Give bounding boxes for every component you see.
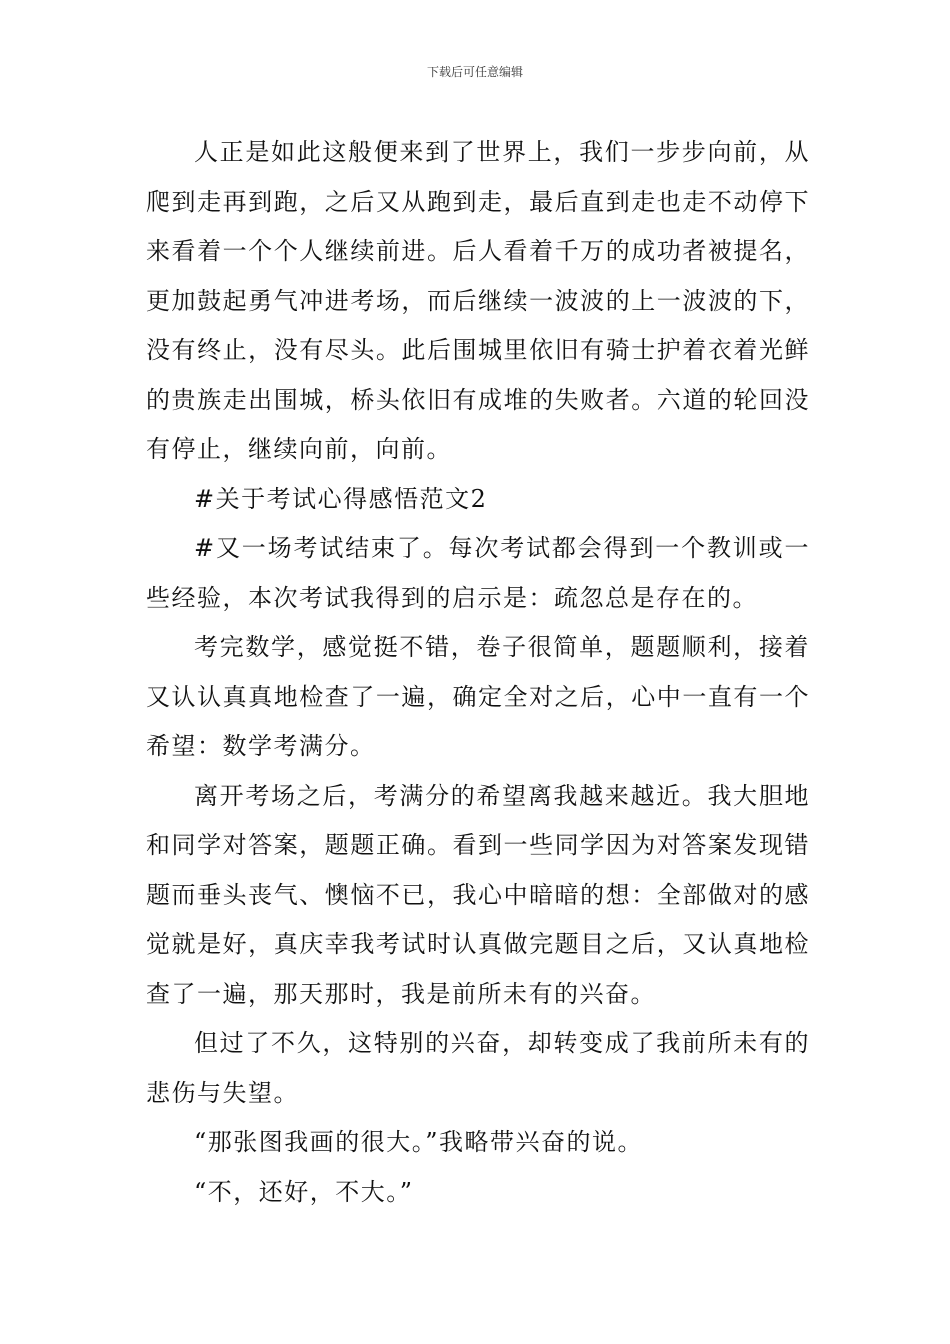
section-heading: #关于考试心得感悟范文2 — [194, 484, 488, 513]
paragraph-3: 考完数学，感觉挺不错，卷子很简单，题题顺利，接着又认认真真地检查了一遍，确定全对之后，心中一直有一个希望：数学考满分。 — [146, 633, 810, 760]
paragraph-1: 人正是如此这般便来到了世界上，我们一步步向前，从爬到走再到跑，之后又从跑到走，最后直到走也走不动停下来看着一个个人继续前进。后人看着千万的成功者被提名，更加鼓起勇气冲进考场，而后继续一波波的上一波波的下，没有终止，没有尽头。此后围城里依旧有骑士护着衣着光鲜的贵族走出围城，桥头依旧有成堆的失败者。六道的轮回没有停止，继续向前，向前。 — [146, 138, 810, 463]
paragraph-4: 离开考场之后，考满分的希望离我越来越近。我大胆地和同学对答案，题题正确。看到一些同学因为对答案发现错题而垂头丧气、懊恼不已，我心中暗暗的想：全部做对的感觉就是好，真庆幸我考试时认真做完题目之后，又认真地检查了一遍，那天那时，我是前所未有的兴奋。 — [146, 781, 810, 1008]
dialogue-line-2: “不，还好，不大。” — [194, 1177, 414, 1206]
paragraph-2: #又一场考试结束了。每次考试都会得到一个教训或一些经验，本次考试我得到的启示是：疏忽总是存在的。 — [146, 534, 810, 612]
dialogue-line-1: “那张图我画的很大。”我略带兴奋的说。 — [194, 1128, 644, 1156]
page-header: 下载后可任意编辑 — [426, 65, 523, 79]
document-body — [146, 128, 810, 1217]
paragraph-5: 但过了不久，这特别的兴奋，却转变成了我前所未有的悲伤与失望。 — [146, 1029, 810, 1107]
